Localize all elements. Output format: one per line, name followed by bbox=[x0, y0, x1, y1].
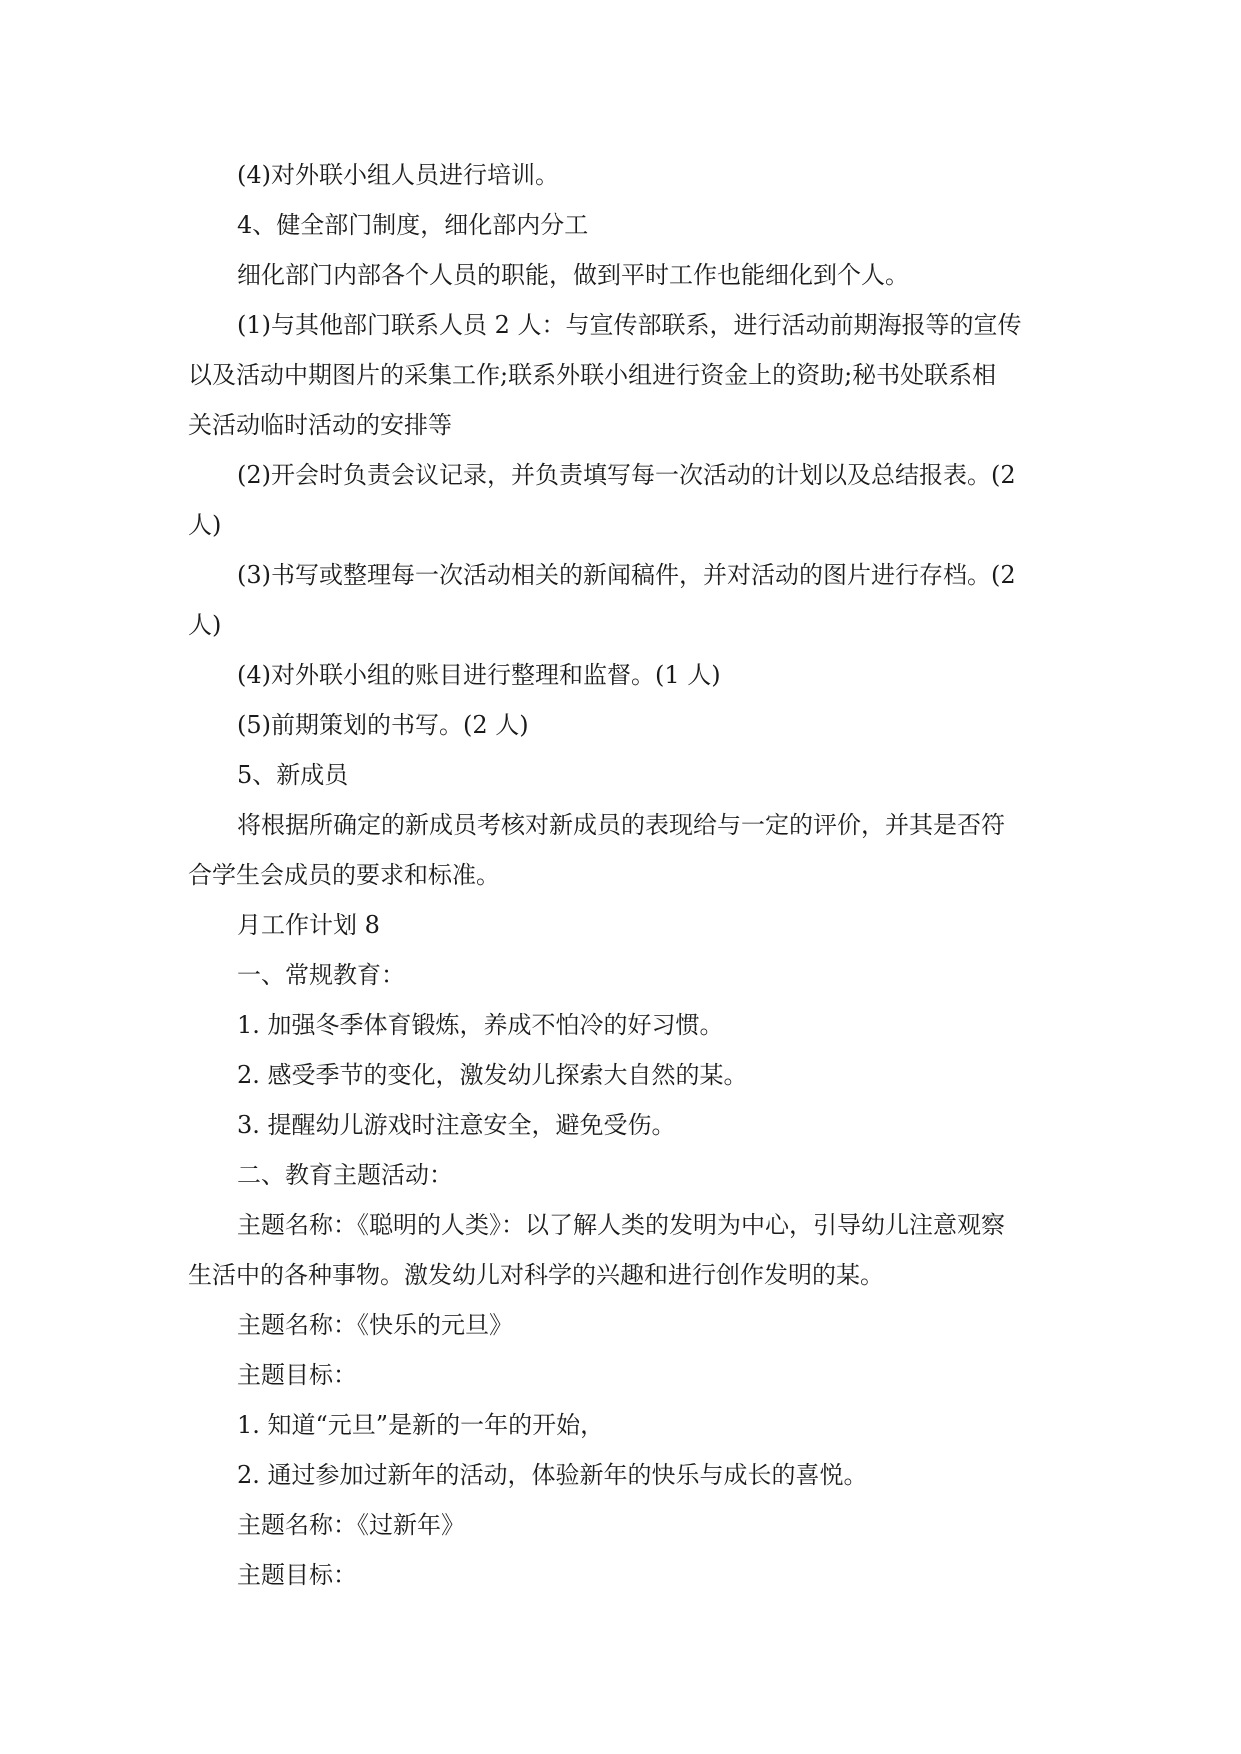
list-item: 3. 提醒幼儿游戏时注意安全，避免受伤。 bbox=[237, 1111, 676, 1139]
paragraph-line: 生活中的各种事物。激发幼儿对科学的兴趣和进行创作发明的某。 bbox=[188, 1261, 884, 1289]
list-item: 2. 感受季节的变化，激发幼儿探索大自然的某。 bbox=[237, 1061, 748, 1089]
list-item: 2. 通过参加过新年的活动，体验新年的快乐与成长的喜悦。 bbox=[237, 1461, 868, 1489]
document-page bbox=[188, 150, 1068, 1600]
section-title: 月工作计划 8 bbox=[237, 911, 380, 939]
paragraph-line: (3)书写或整理每一次活动相关的新闻稿件，并对活动的图片进行存档。(2 bbox=[237, 561, 1016, 589]
paragraph-line: 将根据所确定的新成员考核对新成员的表现给与一定的评价，并其是否符 bbox=[237, 811, 1005, 839]
paragraph-p6 bbox=[188, 550, 1068, 650]
paragraph-line: 主题名称：《聪明的人类》：以了解人类的发明为中心，引导幼儿注意观察 bbox=[237, 1211, 1005, 1239]
heading-theme-activities: 二、教育主题活动： bbox=[237, 1161, 453, 1189]
paragraph-line: 人) bbox=[188, 611, 222, 639]
paragraph-p7: (4)对外联小组的账目进行整理和监督。(1 人) bbox=[237, 661, 721, 689]
heading-new-members: 5、新成员 bbox=[237, 761, 349, 789]
paragraph-p10 bbox=[188, 800, 1068, 900]
paragraph-line: 合学生会成员的要求和标准。 bbox=[188, 861, 500, 889]
paragraph-p17 bbox=[188, 1200, 1068, 1300]
paragraph-p4 bbox=[188, 300, 1068, 450]
list-item: 1. 知道“元旦”是新的一年的开始， bbox=[237, 1411, 605, 1439]
theme-name: 主题名称：《过新年》 bbox=[237, 1511, 465, 1539]
theme-goal-label: 主题目标： bbox=[237, 1561, 357, 1589]
paragraph-p8: (5)前期策划的书写。(2 人) bbox=[237, 711, 529, 739]
paragraph-line: 人) bbox=[188, 511, 222, 539]
theme-goal-label: 主题目标： bbox=[237, 1361, 357, 1389]
paragraph-p3: 细化部门内部各个人员的职能，做到平时工作也能细化到个人。 bbox=[237, 261, 909, 289]
list-item: 1. 加强冬季体育锻炼，养成不怕冷的好习惯。 bbox=[237, 1011, 724, 1039]
paragraph-line: 关活动临时活动的安排等 bbox=[188, 411, 452, 439]
paragraph-p1: (4)对外联小组人员进行培训。 bbox=[237, 161, 559, 189]
paragraph-line: (1)与其他部门联系人员 2 人：与宣传部联系，进行活动前期海报等的宣传 bbox=[237, 311, 1022, 339]
heading-routine-education: 一、常规教育： bbox=[237, 961, 405, 989]
paragraph-line: 以及活动中期图片的采集工作;联系外联小组进行资金上的资助;秘书处联系相 bbox=[188, 361, 997, 389]
paragraph-p5 bbox=[188, 450, 1068, 550]
paragraph-line: (2)开会时负责会议记录，并负责填写每一次活动的计划以及总结报表。(2 bbox=[237, 461, 1016, 489]
theme-name: 主题名称：《快乐的元旦》 bbox=[237, 1311, 513, 1339]
paragraph-p2: 4、健全部门制度，细化部内分工 bbox=[237, 211, 589, 239]
